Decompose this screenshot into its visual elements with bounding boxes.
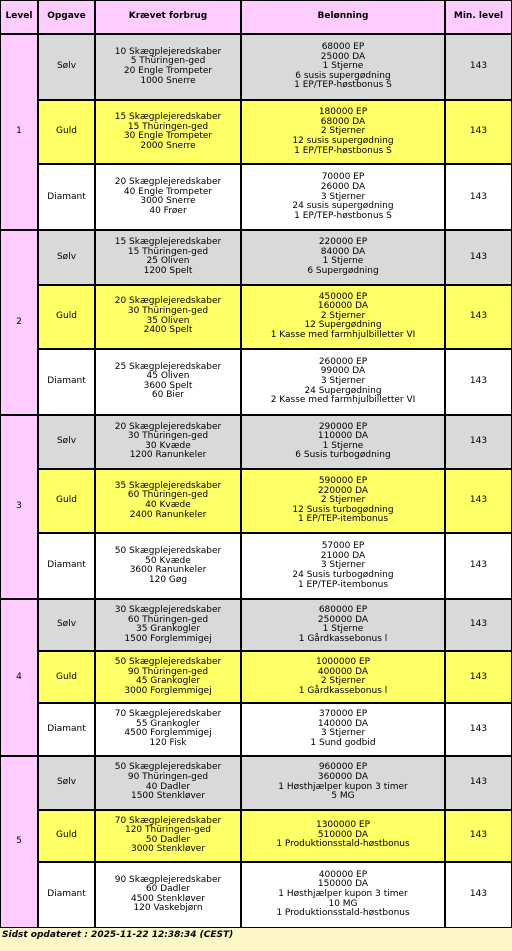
opgave-cell: Guld	[38, 651, 95, 703]
table-row	[0, 651, 512, 703]
belonning-line: 21000 DA	[320, 550, 366, 561]
level-cell: 3	[0, 415, 38, 599]
forbrug-line: 35 Oliven	[146, 315, 190, 326]
forbrug-line: 15 Skægplejeredskaber	[114, 112, 222, 123]
forbrug-cell	[95, 756, 241, 810]
belonning-cell	[241, 34, 445, 100]
belonning-line: 6 susis supergødning	[295, 70, 391, 81]
belonning-line: 400000 DA	[317, 666, 369, 677]
min-level-cell: 143	[445, 810, 512, 862]
table-row	[0, 415, 512, 469]
level-cell: 5	[0, 756, 38, 928]
level-cell: 4	[0, 599, 38, 755]
belonning-line: 6 Susis turbogødning	[295, 450, 391, 461]
forbrug-line: 3600 Ranunkeler	[129, 565, 207, 576]
forbrug-cell	[95, 285, 241, 349]
header-min-level: Min. level	[445, 0, 512, 34]
opgave-cell: Diamant	[38, 862, 95, 928]
min-level-cell: 143	[445, 651, 512, 703]
forbrug-cell	[95, 469, 241, 533]
belonning-line: 1 Produktionsstald-høstbonus	[276, 908, 410, 919]
forbrug-line: 3000 Stenkløver	[130, 844, 206, 855]
header-opgave: Opgave	[38, 0, 95, 34]
forbrug-line: 55 Grankogler	[135, 718, 201, 729]
belonning-line: 1 EP/TEP-itembonus	[297, 514, 389, 525]
forbrug-line: 1500 Forglemmigej	[124, 633, 212, 644]
min-level-cell: 143	[445, 599, 512, 651]
belonning-line: 1 Sund godbid	[310, 738, 376, 749]
forbrug-cell	[95, 810, 241, 862]
belonning-line: 250000 DA	[317, 614, 369, 625]
forbrug-line: 3600 Spelt	[143, 380, 193, 391]
forbrug-line: 4500 Stenkløver	[130, 893, 206, 904]
level-cell: 2	[0, 230, 38, 414]
belonning-line: 12 susis supergødning	[292, 136, 394, 146]
opgave-cell: Guld	[38, 285, 95, 349]
forbrug-line: 120 Gøg	[148, 574, 188, 585]
forbrug-cell	[95, 230, 241, 284]
belonning-line: 160000 DA	[317, 301, 369, 312]
belonning-line: 150000 DA	[317, 879, 369, 890]
opgave-cell: Guld	[38, 469, 95, 533]
opgave-cell: Diamant	[38, 703, 95, 755]
belonning-cell	[241, 810, 445, 862]
belonning-cell	[241, 415, 445, 469]
belonning-line: 1 EP/TEP-høstbonus S	[294, 210, 392, 221]
belonning-line: 960000 EP	[318, 762, 368, 773]
forbrug-line: 5 Thüringen-ged	[130, 56, 206, 67]
forbrug-line: 90 Thüringen-ged	[127, 771, 209, 782]
forbrug-line: 40 Dadler	[145, 781, 191, 792]
min-level-cell: 143	[445, 100, 512, 164]
forbrug-line: 50 Skægplejeredskaber	[114, 657, 222, 668]
forbrug-cell	[95, 415, 241, 469]
forbrug-line: 35 Grankogler	[135, 624, 201, 635]
forbrug-line: 3000 Forglemmigej	[124, 685, 212, 696]
header-level: Level	[0, 0, 38, 34]
forbrug-cell	[95, 862, 241, 928]
belonning-line: 510000 DA	[317, 829, 369, 840]
forbrug-line: 2400 Ranunkeler	[129, 509, 207, 520]
opgave-cell: Guld	[38, 100, 95, 164]
forbrug-line: 30 Thüringen-ged	[127, 431, 209, 442]
forbrug-line: 70 Skægplejeredskaber	[114, 815, 222, 826]
table-row	[0, 756, 512, 810]
belonning-line: 3 Stjerner	[320, 560, 366, 571]
belonning-line: 3 Stjerner	[320, 191, 366, 202]
opgave-cell: Guld	[38, 810, 95, 862]
table-row	[0, 34, 512, 100]
forbrug-line: 120 Vaskebjørn	[133, 903, 203, 914]
belonning-line: 400000 EP	[318, 869, 368, 880]
belonning-line: 6 Supergødning	[307, 266, 379, 277]
belonning-line: 1300000 EP	[315, 820, 371, 831]
min-level-cell: 143	[445, 862, 512, 928]
belonning-line: 360000 DA	[317, 771, 369, 782]
belonning-line: 590000 EP	[318, 476, 368, 486]
forbrug-line: 20 Engle Trompeter	[123, 66, 213, 77]
belonning-line: 1 Stjerne	[322, 624, 364, 635]
belonning-line: 1 Stjerne	[322, 440, 364, 451]
min-level-cell: 143	[445, 34, 512, 100]
forbrug-cell	[95, 34, 241, 100]
belonning-line: 1 EP/TEP-itembonus	[297, 579, 389, 590]
forbrug-line: 2000 Snerre	[140, 140, 196, 151]
forbrug-line: 1200 Spelt	[143, 266, 193, 277]
forbrug-line: 35 Skægplejeredskaber	[114, 480, 222, 491]
forbrug-line: 30 Thüringen-ged	[127, 306, 209, 316]
belonning-cell	[241, 651, 445, 703]
belonning-line: 2 Stjerner	[320, 126, 366, 137]
belonning-cell	[241, 349, 445, 415]
belonning-cell	[241, 862, 445, 928]
header-row	[0, 0, 512, 34]
belonning-line: 24 susis supergødning	[292, 201, 394, 212]
forbrug-line: 1000 Snerre	[140, 75, 196, 86]
belonning-cell	[241, 599, 445, 651]
opgave-cell: Diamant	[38, 164, 95, 230]
belonning-line: 24 Susis turbogødning	[292, 569, 394, 580]
forbrug-line: 90 Thüringen-ged	[127, 666, 209, 677]
belonning-line: 1 Kasse med farmhjulbilletter VI	[270, 329, 416, 340]
forbrug-line: 60 Thüringen-ged	[127, 490, 209, 501]
belonning-line: 180000 EP	[318, 107, 368, 118]
belonning-line: 1 EP/TEP-høstbonus S	[294, 80, 392, 91]
forbrug-cell	[95, 164, 241, 230]
opgave-cell: Sølv	[38, 756, 95, 810]
opgave-cell: Diamant	[38, 349, 95, 415]
belonning-line: 680000 EP	[318, 605, 368, 616]
forbrug-line: 60 Bier	[151, 390, 185, 401]
min-level-cell: 143	[445, 230, 512, 284]
forbrug-line: 70 Skægplejeredskaber	[114, 709, 222, 720]
belonning-line: 370000 EP	[318, 709, 368, 720]
table-row	[0, 533, 512, 599]
forbrug-line: 25 Skægplejeredskaber	[114, 361, 222, 372]
min-level-cell: 143	[445, 415, 512, 469]
belonning-cell	[241, 164, 445, 230]
table-row	[0, 599, 512, 651]
forbrug-line: 10 Skægplejeredskaber	[114, 46, 222, 57]
forbrug-line: 15 Thüringen-ged	[127, 246, 209, 257]
belonning-line: 12 Susis turbogødning	[292, 504, 394, 515]
belonning-line: 99000 DA	[320, 366, 366, 377]
table-row	[0, 230, 512, 284]
forbrug-line: 50 Kvæde	[145, 555, 191, 566]
belonning-cell	[241, 100, 445, 164]
level-cell: 1	[0, 34, 38, 230]
belonning-line: 10 MG	[328, 898, 358, 909]
quest-table-body	[0, 34, 512, 928]
forbrug-cell	[95, 703, 241, 755]
belonning-line: 57000 EP	[321, 541, 365, 552]
belonning-line: 1 Stjerne	[322, 61, 364, 72]
forbrug-cell	[95, 100, 241, 164]
belonning-line: 140000 DA	[317, 718, 369, 729]
belonning-line: 1 Produktionsstald-høstbonus	[276, 839, 410, 850]
min-level-cell: 143	[445, 703, 512, 755]
belonning-cell	[241, 756, 445, 810]
belonning-line: 1 Høsthjælper kupon 3 timer	[278, 781, 408, 792]
table-row	[0, 285, 512, 349]
belonning-line: 220000 DA	[317, 485, 369, 496]
forbrug-line: 20 Skægplejeredskaber	[114, 296, 222, 307]
belonning-line: 70000 EP	[321, 172, 365, 183]
forbrug-line: 1200 Ranunkeler	[129, 450, 207, 461]
opgave-cell: Sølv	[38, 599, 95, 651]
belonning-line: 5 MG	[331, 791, 355, 802]
forbrug-line: 50 Skægplejeredskaber	[114, 545, 222, 556]
forbrug-line: 15 Skægplejeredskaber	[114, 237, 222, 248]
belonning-line: 1 Høsthjælper kupon 3 timer	[278, 889, 408, 900]
forbrug-line: 25 Oliven	[146, 256, 190, 267]
min-level-cell: 143	[445, 285, 512, 349]
min-level-cell: 143	[445, 349, 512, 415]
belonning-line: 25000 DA	[320, 51, 366, 62]
belonning-line: 290000 EP	[318, 421, 368, 432]
forbrug-line: 3000 Snerre	[140, 196, 196, 207]
forbrug-line: 1500 Stenkløver	[130, 791, 206, 802]
forbrug-line: 20 Skægplejeredskaber	[114, 177, 222, 188]
forbrug-line: 120 Fisk	[149, 738, 187, 749]
table-row	[0, 703, 512, 755]
forbrug-line: 4500 Forglemmigej	[124, 728, 212, 739]
belonning-cell	[241, 230, 445, 284]
table-row	[0, 349, 512, 415]
forbrug-line: 15 Thüringen-ged	[127, 121, 209, 132]
forbrug-line: 2400 Spelt	[143, 325, 193, 336]
forbrug-line: 60 Dadler	[145, 884, 191, 895]
belonning-line: 2 Stjerner	[320, 495, 366, 506]
table-row	[0, 469, 512, 533]
belonning-cell	[241, 533, 445, 599]
belonning-line: 1 EP/TEP-høstbonus S	[294, 145, 392, 156]
last-updated-footer: Sidst opdateret : 2025-11-22 12:38:34 (CEST)	[2, 930, 234, 940]
belonning-line: 1 Stjerne	[322, 256, 364, 267]
belonning-line: 450000 EP	[318, 291, 368, 302]
belonning-line: 84000 DA	[320, 246, 366, 257]
belonning-cell	[241, 703, 445, 755]
min-level-cell: 143	[445, 756, 512, 810]
belonning-line: 3 Stjerner	[320, 728, 366, 739]
forbrug-line: 50 Dadler	[145, 834, 191, 845]
forbrug-line: 90 Skægplejeredskaber	[114, 874, 222, 885]
belonning-cell	[241, 285, 445, 349]
forbrug-line: 60 Thüringen-ged	[127, 614, 209, 625]
belonning-line: 2 Kasse med farmhjulbilletter VI	[270, 395, 416, 406]
table-row	[0, 862, 512, 928]
forbrug-line: 40 Engle Trompeter	[123, 186, 213, 197]
forbrug-line: 20 Skægplejeredskaber	[114, 421, 222, 432]
forbrug-line: 120 Thüringen-ged	[124, 825, 211, 836]
belonning-line: 12 Supergødning	[304, 320, 382, 331]
table-row	[0, 100, 512, 164]
forbrug-cell	[95, 651, 241, 703]
forbrug-cell	[95, 533, 241, 599]
forbrug-line: 40 Kvæde	[145, 499, 191, 510]
belonning-line: 2 Stjerner	[320, 676, 366, 687]
forbrug-line: 30 Engle Trompeter	[123, 131, 213, 142]
forbrug-cell	[95, 349, 241, 415]
opgave-cell: Sølv	[38, 230, 95, 284]
forbrug-line: 30 Skægplejeredskaber	[114, 605, 222, 616]
min-level-cell: 143	[445, 533, 512, 599]
belonning-line: 24 Supergødning	[304, 385, 382, 396]
min-level-cell: 143	[445, 469, 512, 533]
belonning-line: 1 Gårdkassebonus l	[298, 685, 388, 696]
opgave-cell: Sølv	[38, 415, 95, 469]
header-belonning: Belønning	[241, 0, 445, 34]
min-level-cell: 143	[445, 164, 512, 230]
belonning-line: 68000 DA	[320, 116, 366, 127]
belonning-line: 110000 DA	[317, 431, 369, 442]
opgave-cell: Diamant	[38, 533, 95, 599]
belonning-line: 1 Gårdkassebonus l	[298, 633, 388, 644]
opgave-cell: Sølv	[38, 34, 95, 100]
belonning-line: 220000 EP	[318, 237, 368, 248]
forbrug-line: 50 Skægplejeredskaber	[114, 762, 222, 773]
forbrug-line: 30 Kvæde	[145, 440, 191, 451]
forbrug-line: 45 Grankogler	[135, 676, 201, 687]
belonning-line: 1000000 EP	[315, 657, 371, 668]
forbrug-line: 45 Oliven	[146, 371, 190, 382]
belonning-line: 2 Stjerner	[320, 310, 366, 321]
header-forbrug: Krævet forbrug	[95, 0, 241, 34]
belonning-line: 26000 DA	[320, 181, 366, 192]
belonning-line: 260000 EP	[318, 356, 368, 367]
forbrug-line: 40 Frøer	[149, 205, 187, 216]
belonning-line: 3 Stjerner	[320, 375, 366, 386]
belonning-line: 68000 EP	[321, 42, 365, 53]
table-row	[0, 810, 512, 862]
forbrug-cell	[95, 599, 241, 651]
table-row	[0, 164, 512, 230]
belonning-cell	[241, 469, 445, 533]
